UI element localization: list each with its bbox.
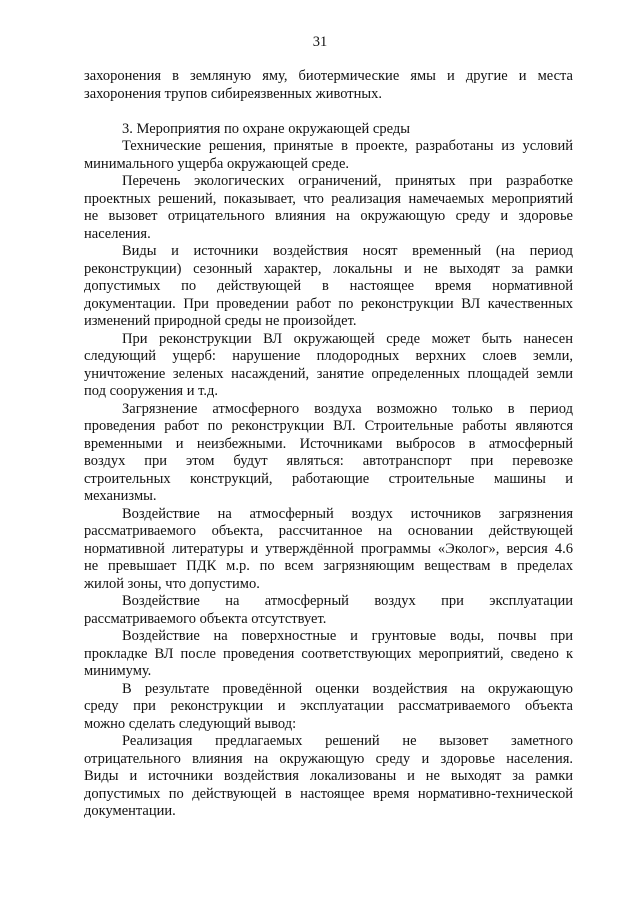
paragraph-last-line: минимуму. [84,663,152,679]
paragraph-last-line: механизмы. [84,488,157,504]
paragraph-last-line: минимального ущерба окружающей среде. [84,155,350,172]
paragraph-line: воздух при этом будут являться: автотранспорт при перевозке [84,453,573,469]
paragraph-line: рассматриваемого объекта, рассчитанное на основании действующей [84,523,573,539]
paragraph-line: строительных конструкций, работающие строительные машины и [84,470,573,487]
paragraph-line: проектных решений, показывает, что реализация намечаемых мероприятий [84,190,573,207]
paragraph-last-line: захоронения трупов сибиреязвенных животных. [84,85,382,102]
paragraph-line: среду при реконструкции и эксплуатации рассматриваемого объекта [84,698,573,714]
paragraph-last-line: под сооружения и т.д. [84,383,218,399]
paragraph-first-line: Виды и источники воздействия носят временный (на период [122,243,573,259]
paragraph-line: документации. При проведении работ по реконструкции ВЛ качественных [84,295,573,312]
paragraph-line: уничтожение зеленых насаждений, занятие определенных площадей земли [84,365,573,382]
paragraph-last-line: жилой зоны, что допустимо. [84,575,260,592]
paragraph-first-line: Реализация предлагаемых решений не вызовет заметного [122,733,573,749]
paragraph-line: допустимых по действующей в настоящее время нормативной [84,278,573,294]
paragraph-first-line: Загрязнение атмосферного воздуха возможно только в период [122,400,573,417]
paragraph-last-line: изменений природной среды не произойдет. [84,313,357,329]
paragraph-line: Виды и источники воздействия локализованы и не выходят за рамки [84,768,573,784]
paragraph-last-line: населения. [84,225,151,242]
paragraph-last-line: можно сделать следующий вывод: [84,715,297,732]
paragraph-line: прокладке ВЛ после проведения соответствующих мероприятий, сведено к [84,645,573,662]
paragraph-line: не превышает ПДК м.р. по всем загрязняющим веществам в пределах [84,558,573,574]
paragraph-last-line: документации. [84,803,176,819]
paragraph-last-line: рассматриваемого объекта отсутствует. [84,610,327,627]
paragraph-line: не вызовет отрицательного влияния на окружающую среду и здоровье [84,208,573,224]
paragraph-first-line: Технические решения, принятые в проекте, разработаны из условий [122,138,573,154]
paragraph-gap [84,103,573,121]
paragraph-line: следующий ущерб: нарушение плодородных верхних слоев земли, [84,348,573,364]
paragraph-line: временными и неизбежными. Источниками выбросов в атмосферный [84,435,573,452]
paragraph-line: отрицательного влияния на окружающую среду и здоровье населения. [84,750,573,767]
section-heading: 3. Мероприятия по охране окружающей среды [122,120,410,137]
paragraph-line: захоронения в земляную яму, биотермические ямы и другие и места [84,68,573,84]
paragraph-line: допустимых по действующей в настоящее время нормативно-технической [84,785,573,802]
paragraph-first-line: Воздействие на атмосферный воздух источников загрязнения [122,505,573,522]
document-body [84,68,573,821]
page-number: 31 [312,34,328,50]
paragraph-first-line: При реконструкции ВЛ окружающей среде может быть нанесен [122,330,573,347]
paragraph-line: реконструкции) сезонный характер, локальны и не выходят за рамки [84,260,573,277]
paragraph-line: нормативной литературы и утверждённой программы «Эколог», версия 4.6 [84,540,573,557]
paragraph-first-line: Перечень экологических ограничений, принятых при разработке [122,173,573,189]
paragraph-first-line: Воздействие на атмосферный воздух при эксплуатации [122,593,573,609]
paragraph-first-line: В результате проведённой оценки воздействия на окружающую [122,680,573,697]
paragraph-first-line: Воздействие на поверхностные и грунтовые воды, почвы при [122,628,573,644]
paragraph-line: проведения работ по реконструкции ВЛ. Строительные работы являются [84,418,573,434]
